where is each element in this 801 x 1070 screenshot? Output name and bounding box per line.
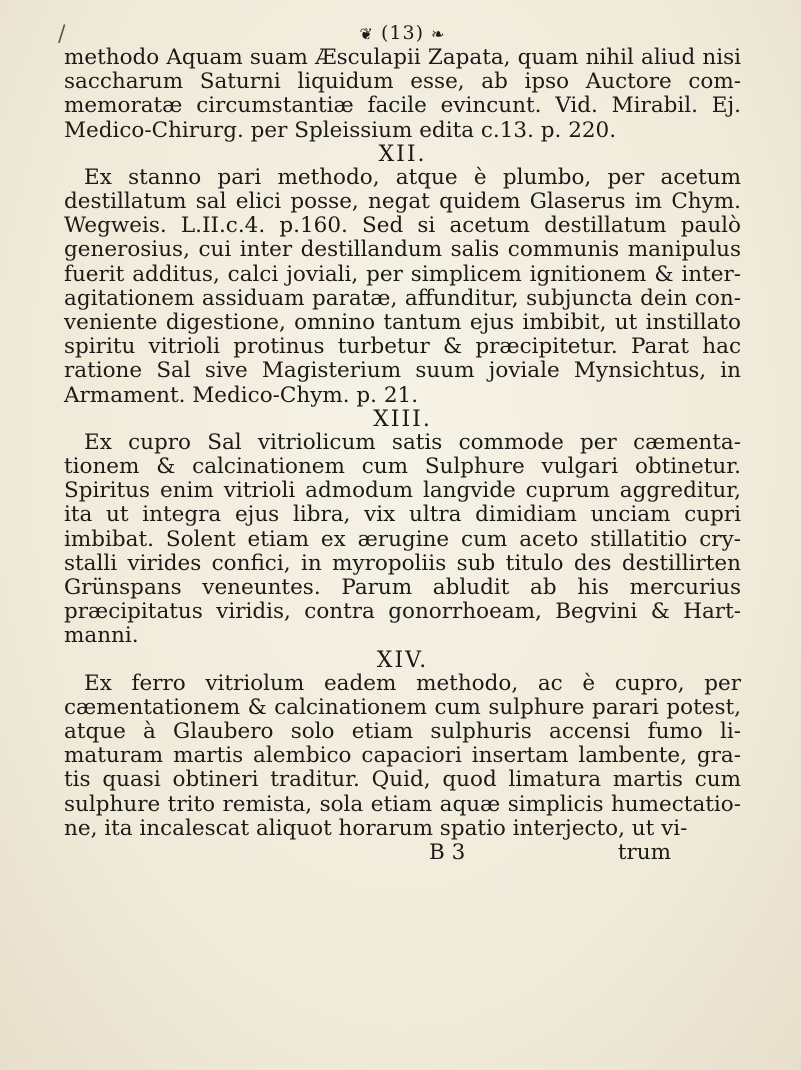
- paragraph-continued: methodo Aquam suam Æsculapii Zapata, quam nihil aliud nisi saccharum Saturni liquidum esse, ab ipso Auctore commemoratæ circumstantiæ facile evincunt. Vid. Mirabil. Ej. Medico-Chirurg. per Spleissium edita c.13. p. 220.: [64, 45, 741, 143]
- catchword: trum: [617, 840, 671, 866]
- paragraph-xiii: Ex cupro Sal vitriolicum satis commode per cæmentationem & calcinationem cum Sulphure vulgari obtinetur. Spiritus enim vitrioli admodum langvide cuprum aggreditur, ita ut integra ejus libra, vix ultra dimidiam unciam cupri imbibat. Solent etiam ex ærugine cum aceto stillatitio crystalli virides confici, in myropoliis sub titulo des destillirten Grünspans veneuntes. Parum abludit ab his mercurius præcipitatus viridis, contra gonorrhoeam, Begvini & Hartmanni.: [64, 429, 741, 649]
- page-footer: [64, 841, 741, 865]
- page-header: [64, 22, 741, 44]
- ornament-left-icon: ❦: [359, 24, 374, 44]
- page-number: (13): [380, 22, 424, 44]
- section-number-xii: XII.: [378, 141, 427, 167]
- section-number-xiii: XIII.: [373, 406, 432, 432]
- signature-mark: B 3: [429, 840, 466, 866]
- ornament-right-icon: ❧: [431, 24, 446, 44]
- paragraph-xii: Ex stanno pari methodo, atque è plumbo, per acetum destillatum sal elici posse, negat quidem Glaserus im Chym. Wegweis. L.II.c.4. p.160. Sed si acetum destillatum paulò generosius, cui inter destillandum salis communis manipulus fuerit additus, calci joviali, per simplicem ignitionem & interagitationem assiduam paratæ, affunditur, subjuncta dein conveniente digestione, omnino tantum ejus imbibit, ut instillato spiritu vitrioli protinus turbetur & præcipitetur. Parat hac ratione Sal sive Magisterium suum joviale Mynsichtus, in Armament. Medico-Chym. p. 21.: [64, 164, 741, 408]
- section-number-xiv: XIV.: [376, 647, 429, 673]
- paragraph-xiv: Ex ferro vitriolum eadem methodo, ac è cupro, per cæmentationem & calcinationem cum sulphure parari potest, atque à Glaubero solo etiam sulphuris accensi fumo limaturam martis alembico capaciori insertam lambente, gratis quasi obtineri traditur. Quid, quod limatura martis cum sulphure trito remista, sola etiam aquæ simplicis humectatione, ita incalescat aliquot horarum spatio interjecto, ut vi-: [64, 670, 741, 841]
- stray-mark: /: [58, 22, 66, 47]
